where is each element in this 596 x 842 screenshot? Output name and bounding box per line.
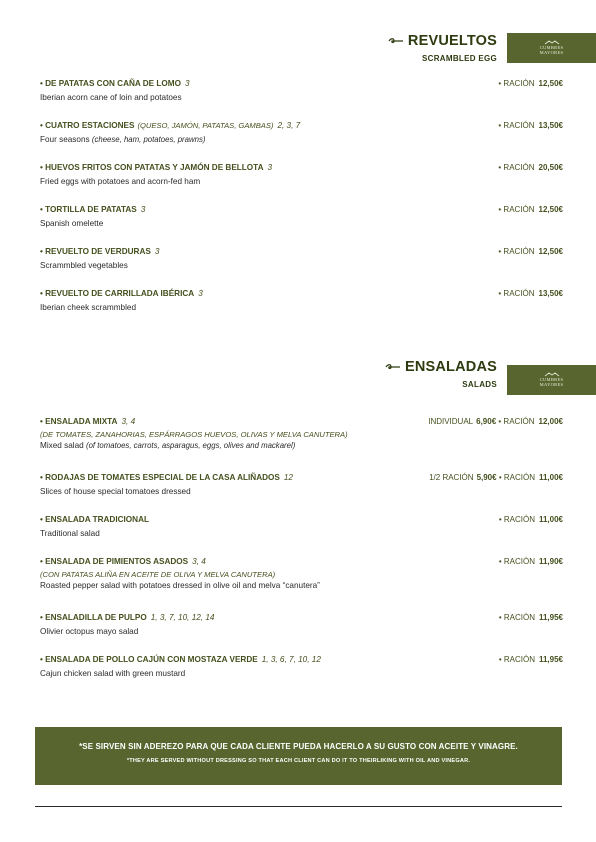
- item-allergens: 3: [184, 79, 190, 88]
- portion-price: 11,95€: [538, 613, 563, 622]
- section-header-ensaladas: [385, 359, 497, 389]
- item-english-description: [40, 669, 563, 678]
- item-name: [40, 247, 159, 256]
- item-title: • DE PATATAS CON CAÑA DE LOMO: [40, 79, 181, 88]
- menu-item-line: [40, 163, 563, 175]
- portion-price: 12,00€: [538, 417, 563, 426]
- half-portion-label: 1/2 RACIÓN: [429, 473, 474, 482]
- menu-item: [40, 417, 563, 450]
- item-title: • ENSALADA MIXTA: [40, 417, 118, 426]
- item-title: • REVUELTO DE CARRILLADA IBÉRICA: [40, 289, 195, 298]
- item-english-description: [40, 441, 563, 450]
- item-english-name: Slices of house special tomatoes dressed: [40, 487, 191, 496]
- menu-item-line: [40, 121, 563, 133]
- half-portion-price: 6,90€: [476, 417, 497, 426]
- portion-price: 12,50€: [538, 79, 563, 88]
- item-price: [498, 205, 563, 214]
- item-name: [40, 515, 149, 524]
- portion-price: 11,00€: [538, 515, 563, 524]
- item-allergens: 12: [283, 473, 293, 482]
- item-price: [429, 473, 563, 482]
- item-ingredients: (DE TOMATES, ZANAHORIAS, ESPÁRRAGOS HUEVOS, OLIVAS Y MELVA CANUTERA): [40, 430, 348, 439]
- item-english-description: [40, 261, 563, 270]
- item-english-description: [40, 135, 563, 144]
- item-title: • HUEVOS FRITOS CON PATATAS Y JAMÓN DE BELLOTA: [40, 163, 264, 172]
- item-english-name: Roasted pepper salad with potatoes dressed in olive oil and melva “canutera”: [40, 581, 320, 590]
- item-price: [499, 655, 563, 664]
- menu-item: [40, 473, 563, 496]
- item-name: [40, 289, 203, 298]
- menu-item-line: [40, 289, 563, 301]
- item-allergens: 1, 3, 7, 10, 12, 14: [150, 613, 215, 622]
- menu-item-line: [40, 557, 563, 569]
- logo-text-1: CUMBRES: [539, 377, 564, 383]
- menu-item: [40, 613, 563, 636]
- portion-label: • RACIÓN: [498, 121, 535, 130]
- item-english-description: [40, 627, 563, 636]
- item-english-name: Fried eggs with potatoes and acorn-fed ham: [40, 177, 201, 186]
- section-header-revueltos: [388, 33, 497, 63]
- item-english-name: Mixed salad: [40, 441, 84, 450]
- item-title: • TORTILLA DE PATATAS: [40, 205, 137, 214]
- portion-price: 13,50€: [538, 289, 563, 298]
- notice-english: *THEY ARE SERVED WITHOUT DRESSING SO THAT EACH CLIENT CAN DO IT TO THEIRLIKING WITH OIL AND VINEGAR.: [126, 758, 471, 764]
- item-allergens: 2, 3, 7: [277, 121, 301, 130]
- item-name: [40, 79, 190, 88]
- section-subtitle: SCRAMBLED EGG: [421, 54, 497, 63]
- menu-item: [40, 79, 563, 102]
- portion-price: 11,90€: [538, 557, 563, 566]
- section-title: REVUELTOS: [407, 33, 497, 49]
- item-name: [40, 205, 145, 214]
- portion-price: 13,50€: [538, 121, 563, 130]
- item-english-description: [40, 219, 563, 228]
- item-name: [40, 557, 206, 566]
- portion-price: 20,50€: [538, 163, 563, 172]
- section-title: ENSALADAS: [404, 359, 497, 375]
- item-price: [499, 515, 563, 524]
- item-title: • REVUELTO DE VERDURAS: [40, 247, 151, 256]
- menu-item: [40, 289, 563, 312]
- menu-item-line: [40, 515, 563, 527]
- item-allergens: 3: [140, 205, 146, 214]
- item-allergens: 3, 4: [192, 557, 206, 566]
- restaurant-logo: [507, 33, 596, 63]
- logo-text-2: MAYORES: [539, 382, 564, 387]
- swirl-ornament-icon: [385, 363, 401, 371]
- item-allergens: 3, 4: [121, 417, 136, 426]
- menu-item-line: [40, 473, 563, 485]
- menu-item-line: [40, 417, 563, 429]
- half-portion-price: 5,90€: [476, 473, 497, 482]
- item-title: • ENSALADILLA DE PULPO: [40, 613, 147, 622]
- portion-label: • RACIÓN: [498, 79, 535, 88]
- portion-label: • RACIÓN: [498, 515, 535, 524]
- item-price: [428, 417, 563, 426]
- logo-text-1: CUMBRES: [539, 45, 564, 51]
- item-price: [499, 613, 563, 622]
- dressing-notice-banner: [35, 727, 562, 785]
- item-english-ingredients: (of tomatoes, carrots, asparagus, eggs, olives and mackarel): [85, 441, 296, 450]
- item-english-name: Olivier octopus mayo salad: [40, 627, 139, 636]
- menu-item-line: [40, 247, 563, 259]
- bottom-divider: [35, 806, 562, 807]
- menu-item: [40, 557, 563, 590]
- item-price: [498, 247, 563, 256]
- item-name: [40, 655, 321, 664]
- item-english-name: Traditional salad: [40, 529, 100, 538]
- item-english-description: [40, 177, 563, 186]
- portion-price: 12,50€: [538, 205, 563, 214]
- item-name: [40, 473, 293, 482]
- menu-item: [40, 247, 563, 270]
- item-english-name: Four seasons: [40, 135, 90, 144]
- menu-item-line: [40, 205, 563, 217]
- notice-spanish: *SE SIRVEN SIN ADEREZO PARA QUE CADA CLIENTE PUEDA HACERLO A SU GUSTO CON ACEITE Y VINAGRE.: [79, 742, 518, 751]
- item-allergens: 1, 3, 6, 7, 10, 12: [261, 655, 321, 664]
- item-english-name: Cajun chicken salad with green mustard: [40, 669, 186, 678]
- portion-label: • RACIÓN: [498, 205, 535, 214]
- item-english-description: [40, 93, 563, 102]
- item-ingredients: (CON PATATAS ALIÑA EN ACEITE DE OLIVA Y MELVA CANUTERA): [40, 570, 276, 579]
- portion-price: 11,95€: [538, 655, 563, 664]
- item-price: [498, 163, 563, 172]
- item-english-name: Spanish omelette: [40, 219, 104, 228]
- item-english-description: [40, 487, 563, 496]
- item-allergens: 3: [154, 247, 160, 256]
- half-portion-label: INDIVIDUAL: [428, 417, 474, 426]
- item-english-name: Iberian acorn cane of loin and potatoes: [40, 93, 182, 102]
- item-english-name: Iberian cheek scrammbled: [40, 303, 137, 312]
- item-english-description: [40, 303, 563, 312]
- item-english-name: Scrammbled vegetables: [40, 261, 128, 270]
- swirl-ornament-icon: [388, 37, 404, 45]
- menu-item: [40, 163, 563, 186]
- item-name: [40, 417, 135, 426]
- item-english-ingredients: (cheese, ham, potatoes, prawns): [91, 135, 206, 144]
- menu-item-line: [40, 613, 563, 625]
- item-price: [499, 557, 563, 566]
- portion-label: • RACIÓN: [498, 289, 535, 298]
- item-title: • ENSALADA TRADICIONAL: [40, 515, 149, 524]
- portion-label: • RACIÓN: [498, 247, 535, 256]
- portion-label: • RACIÓN: [498, 655, 535, 664]
- logo-text-2: MAYORES: [539, 50, 564, 55]
- item-english-description: [40, 581, 563, 590]
- item-name: [40, 121, 300, 130]
- portion-label: • RACIÓN: [498, 417, 535, 426]
- menu-item-line: [40, 79, 563, 91]
- item-title: • RODAJAS DE TOMATES ESPECIAL DE LA CASA ALIÑADOS: [40, 473, 280, 482]
- menu-item: [40, 121, 563, 144]
- portion-label: • RACIÓN: [498, 473, 535, 482]
- item-name: [40, 163, 272, 172]
- item-title: • ENSALADA DE POLLO CAJÚN CON MOSTAZA VERDE: [40, 655, 258, 664]
- item-english-description: [40, 529, 563, 538]
- item-allergens: 3: [267, 163, 273, 172]
- menu-item: [40, 205, 563, 228]
- item-price: [498, 121, 563, 130]
- portion-label: • RACIÓN: [498, 613, 535, 622]
- portion-label: • RACIÓN: [498, 163, 535, 172]
- item-title: • ENSALADA DE PIMIENTOS ASADOS: [40, 557, 189, 566]
- portion-label: • RACIÓN: [498, 557, 535, 566]
- item-price: [498, 79, 563, 88]
- restaurant-logo: [507, 365, 596, 395]
- item-price: [498, 289, 563, 298]
- item-allergens: 3: [198, 289, 203, 298]
- item-title: • CUATRO ESTACIONES: [40, 121, 135, 130]
- menu-item: [40, 515, 563, 538]
- item-ingredients: (QUESO, JAMÓN, PATATAS, GAMBAS): [137, 121, 274, 130]
- portion-price: 11,00€: [538, 473, 563, 482]
- portion-price: 12,50€: [538, 247, 563, 256]
- menu-item: [40, 655, 563, 678]
- item-name: [40, 613, 214, 622]
- section-subtitle: SALADS: [462, 380, 497, 389]
- menu-item-line: [40, 655, 563, 667]
